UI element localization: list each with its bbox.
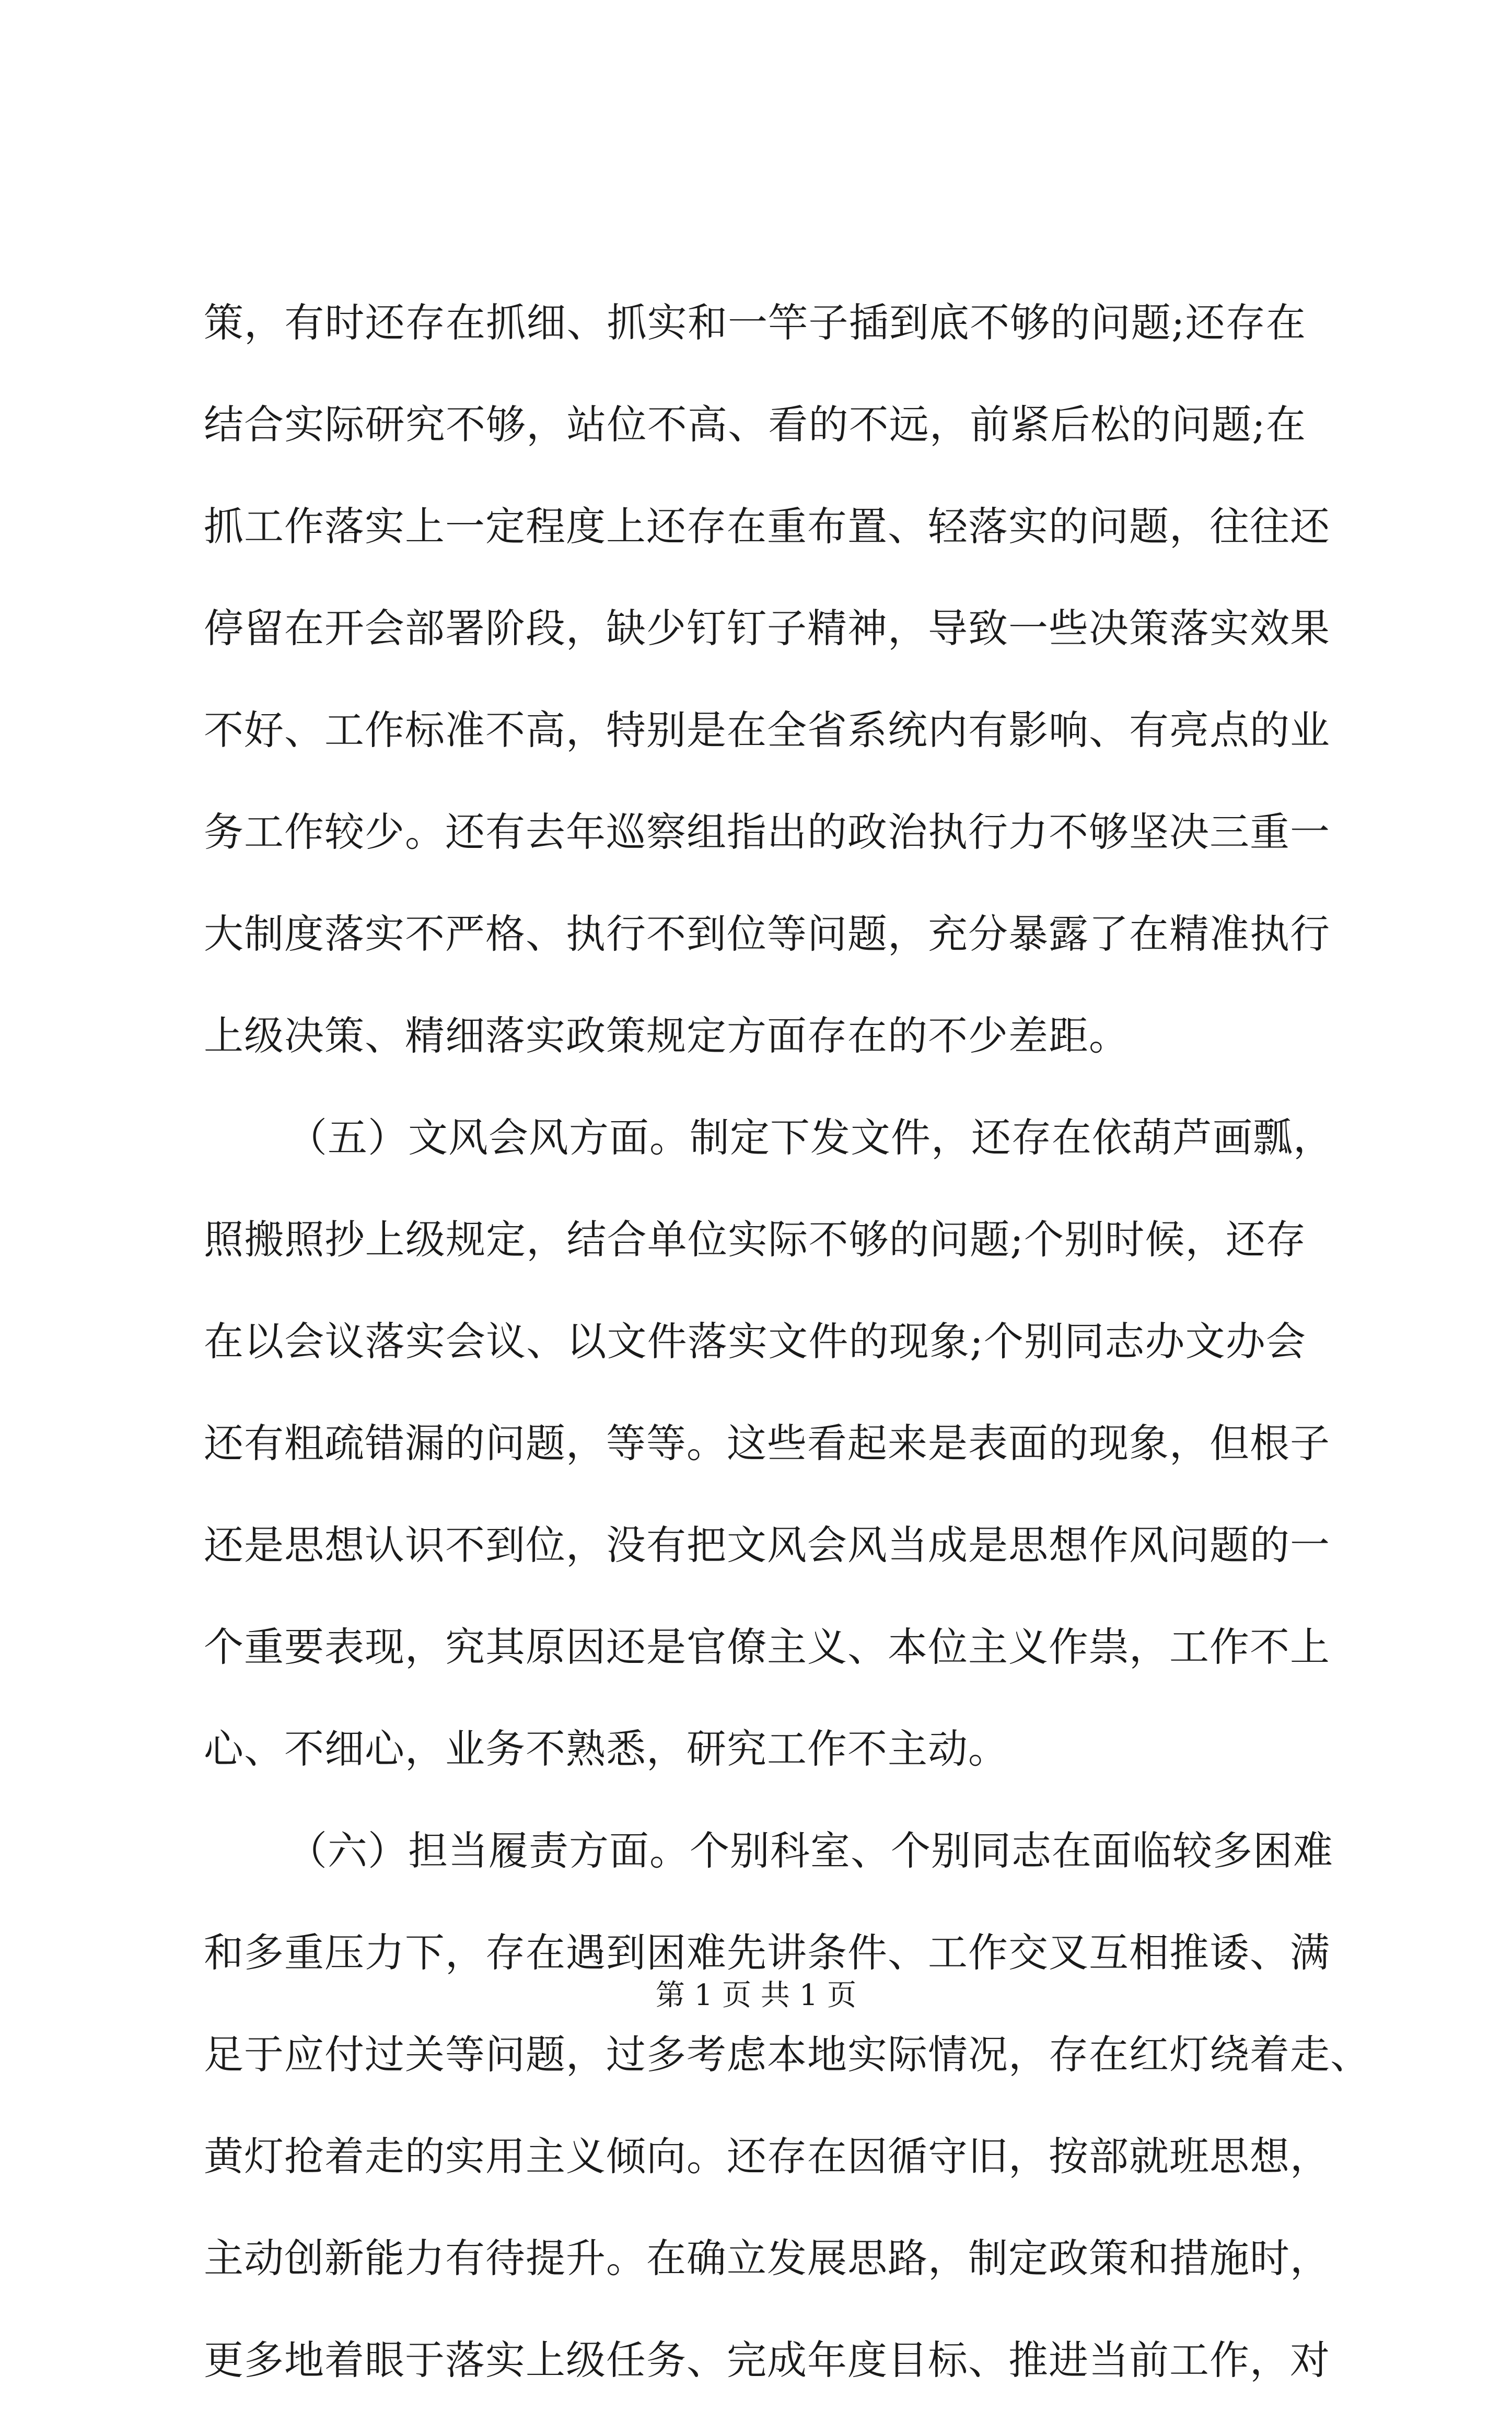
text-line: 还有粗疏错漏的问题，等等。这些看起来是表面的现象，但根子 (204, 1420, 1330, 1466)
text-line: 和多重压力下，存在遇到困难先讲条件、工作交叉互相推诿、满 (204, 1929, 1330, 1976)
text-line: 停留在开会部署阶段，缺少钉钉子精神，导致一些决策落实效果 (204, 605, 1330, 651)
text-line: 在以会议落实会议、以文件落实文件的现象;个别同志办文办会 (204, 1318, 1306, 1365)
text-line: 足于应付过关等问题，过多考虑本地实际情况，存在红灯绕着走、 (204, 2031, 1370, 2078)
text-line: 个重要表现，究其原因还是官僚主义、本位主义作祟，工作不上 (204, 1624, 1330, 1670)
text-line: 务工作较少。还有去年巡察组指出的政治执行力不够坚决三重一 (204, 809, 1330, 855)
text-line: 心、不细心，业务不熟悉，研究工作不主动。 (204, 1726, 1008, 1772)
text-line: 主动创新能力有待提升。在确立发展思路，制定政策和措施时， (204, 2235, 1330, 2281)
text-line: 照搬照抄上级规定，结合单位实际不够的问题;个别时候，还存 (204, 1216, 1306, 1263)
section-heading-line: （五）文风会风方面。制定下发文件，还存在依葫芦画瓢， (287, 1114, 1333, 1161)
page-footer (0, 1975, 1512, 2017)
section-heading-line: （六）担当履责方面。个别科室、个别同志在面临较多困难 (287, 1827, 1333, 1874)
text-line: 抓工作落实上一定程度上还存在重布置、轻落实的问题，往往还 (204, 503, 1330, 550)
text-line: 策，有时还存在抓细、抓实和一竿子插到底不够的问题;还存在 (204, 299, 1306, 346)
text-line: 黄灯抢着走的实用主义倾向。还存在因循守旧，按部就班思想， (204, 2133, 1330, 2180)
text-line: 大制度落实不严格、执行不到位等问题，充分暴露了在精准执行 (204, 911, 1330, 957)
text-line: 还是思想认识不到位，没有把文风会风当成是思想作风问题的一 (204, 1522, 1330, 1568)
text-line: 上级决策、精细落实政策规定方面存在的不少差距。 (204, 1012, 1129, 1059)
text-line: 结合实际研究不够，站位不高、看的不远，前紧后松的问题;在 (204, 401, 1306, 448)
text-line: 更多地着眼于落实上级任务、完成年度目标、推进当前工作，对 (204, 2337, 1330, 2383)
page-number-label: 第 1 页 共 1 页 (655, 1978, 857, 2012)
body-text (204, 272, 1370, 2411)
text-line: 不好、工作标准不高，特别是在全省系统内有影响、有亮点的业 (204, 707, 1330, 753)
